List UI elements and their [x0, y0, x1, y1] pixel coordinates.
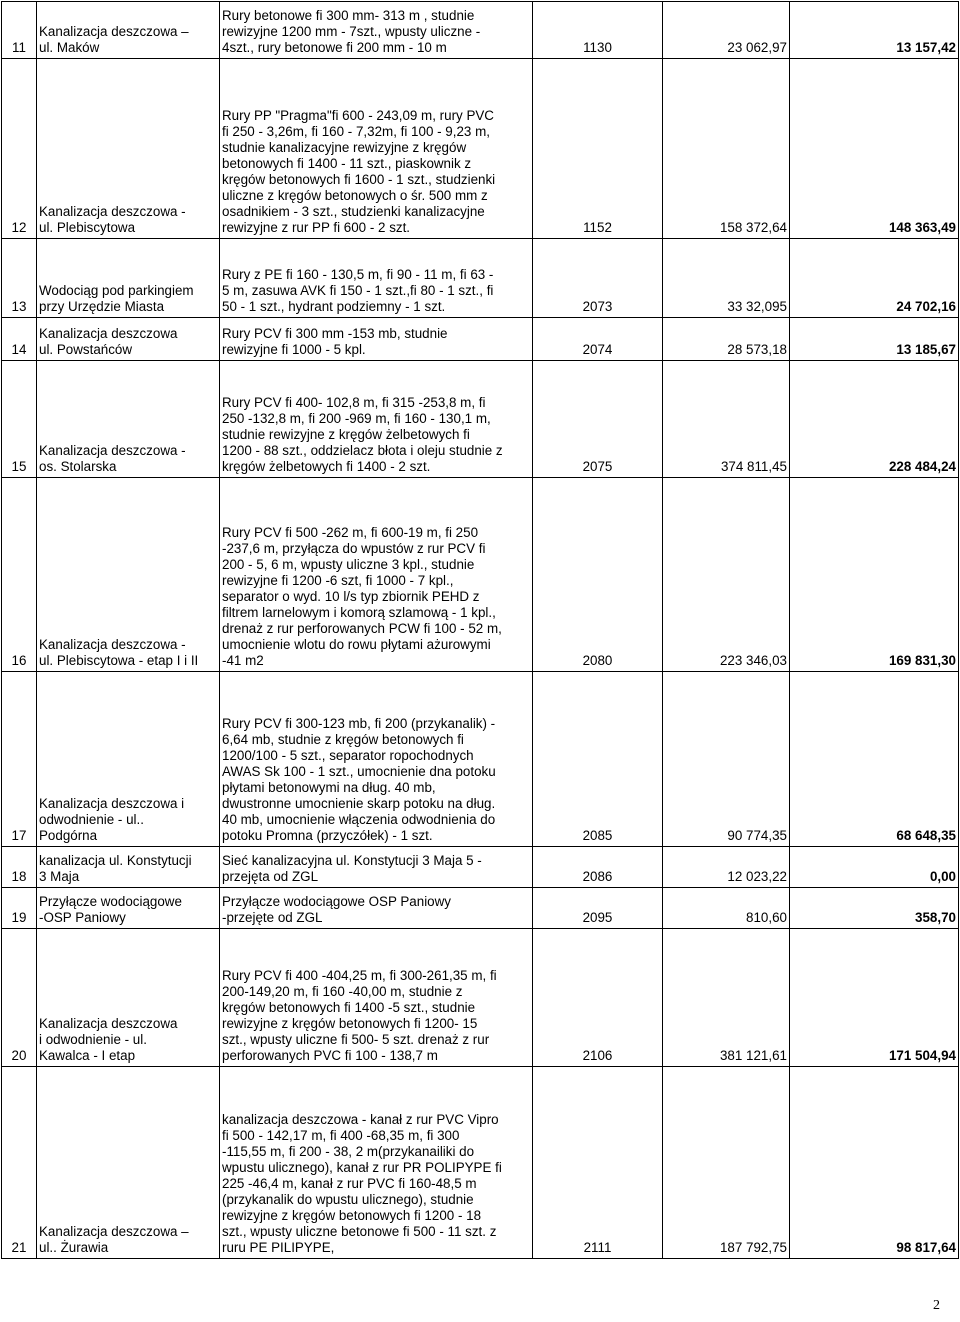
row-number: 21	[2, 1067, 37, 1259]
table-row	[2, 1067, 959, 1259]
inventory-number: 2074	[533, 318, 663, 361]
net-value: 13 157,42	[790, 2, 959, 59]
inventory-number: 1152	[533, 59, 663, 239]
asset-name: Kanalizacja deszczowa i odwodnienie - ul.. Podgórna	[37, 672, 220, 847]
asset-name: Kanalizacja deszczowa i odwodnienie - ul. Kawalca - I etap	[37, 929, 220, 1067]
net-value: 169 831,30	[790, 478, 959, 672]
asset-name: Kanalizacja deszczowa - ul. Plebiscytowa	[37, 59, 220, 239]
asset-description: Rury PCV fi 300-123 mb, fi 200 (przykanalik) - 6,64 mb, studnie z kręgów betonowych fi 1200/100 - 5 szt., separator ropochodnych AWAS Sk 100 - 1 szt., umocnienie dna potoku płytami betonowymi na dług. 40 mb, dwustronne umocnienie skarp potoku na dług. 40 mb, umocnienie włączenia odwodnienia do potoku Promna (przyczółek) - 1 szt.	[220, 672, 533, 847]
inventory-number: 2111	[533, 1067, 663, 1259]
table-row	[2, 672, 959, 847]
table-row	[2, 847, 959, 888]
asset-description: Rury PCV fi 500 -262 m, fi 600-19 m, fi 250 -237,6 m, przyłącza do wpustów z rur PCV fi 200 - 5, 6 m, wpusty uliczne 3 kpl., studnie rewizyjne fi 1200 -6 szt, fi 1000 - 7 kpl., separator o wyd. 10 l/s typ zbiornik PEHD z filtrem larnelowym i komorą szlamową - 1 kpl., drenaż z rur perforowanych PCW fi 100 - 52 m, umocnienie wlotu do rowu płytami ażurowymi -41 m2	[220, 478, 533, 672]
row-number: 13	[2, 239, 37, 318]
page-number: 2	[933, 1298, 940, 1313]
inventory-number: 2080	[533, 478, 663, 672]
initial-value: 158 372,64	[663, 59, 790, 239]
initial-value: 223 346,03	[663, 478, 790, 672]
table-row	[2, 888, 959, 929]
asset-description: Rury PCV fi 400- 102,8 m, fi 315 -253,8 m, fi 250 -132,8 m, fi 200 -969 m, fi 160 - 130,1 m, studnie rewizyjne z kręgów żelbetowych fi 1200 - 88 szt., oddzielacz błota i oleju studnie z kręgów żelbetowych fi 1400 - 2 szt.	[220, 361, 533, 478]
row-number: 15	[2, 361, 37, 478]
asset-description: Rury PCV fi 300 mm -153 mb, studnie rewizyjne fi 1000 - 5 kpl.	[220, 318, 533, 361]
initial-value: 90 774,35	[663, 672, 790, 847]
row-number: 12	[2, 59, 37, 239]
net-value: 24 702,16	[790, 239, 959, 318]
inventory-number: 1130	[533, 2, 663, 59]
row-number: 19	[2, 888, 37, 929]
row-number: 20	[2, 929, 37, 1067]
inventory-number: 2085	[533, 672, 663, 847]
asset-description: Rury betonowe fi 300 mm- 313 m , studnie rewizyjne 1200 mm - 7szt., wpusty uliczne - 4szt., rury betonowe fi 200 mm - 10 m	[220, 2, 533, 59]
asset-description: Sieć kanalizacyjna ul. Konstytucji 3 Maja 5 - przejęta od ZGL	[220, 847, 533, 888]
initial-value: 374 811,45	[663, 361, 790, 478]
table-row	[2, 59, 959, 239]
initial-value: 28 573,18	[663, 318, 790, 361]
asset-name: Przyłącze wodociągowe -OSP Paniowy	[37, 888, 220, 929]
net-value: 358,70	[790, 888, 959, 929]
table-row	[2, 478, 959, 672]
row-number: 11	[2, 2, 37, 59]
table-row	[2, 929, 959, 1067]
net-value: 171 504,94	[790, 929, 959, 1067]
table-row	[2, 2, 959, 59]
asset-description: kanalizacja deszczowa - kanał z rur PVC Vipro fi 500 - 142,17 m, fi 400 -68,35 m, fi 300 -115,55 m, fi 200 - 38, 2 m(przykanailiki do wpustu ulicznego), kanał z rur PR POLIPYPE fi 225 -46,4 m, kanał z rur PVC fi 160-48,5 m (przykanalik do wpustu ulicznego), studnie rewizyjne z kręgów betonowych fi 1200 - 18 szt., wpusty uliczne betonowe fi 500 - 11 szt. z ruru PE PILIPYPE,	[220, 1067, 533, 1259]
initial-value: 810,60	[663, 888, 790, 929]
asset-name: Kanalizacja deszczowa – ul.. Żurawia	[37, 1067, 220, 1259]
asset-name: Kanalizacja deszczowa ul. Powstańców	[37, 318, 220, 361]
asset-name: Kanalizacja deszczowa - ul. Plebiscytowa - etap I i II	[37, 478, 220, 672]
inventory-number: 2095	[533, 888, 663, 929]
table-row	[2, 318, 959, 361]
row-number: 14	[2, 318, 37, 361]
asset-description: Rury PCV fi 400 -404,25 m, fi 300-261,35 m, fi 200-149,20 m, fi 160 -40,00 m, studnie z kręgów betonowych fi 1400 -5 szt., studnie rewizyjne z kręgów betonowych fi 1200- 15 szt., wpusty uliczne fi 500- 5 szt. drenaż z rur perforowanych PVC fi 100 - 138,7 m	[220, 929, 533, 1067]
inventory-number: 2075	[533, 361, 663, 478]
asset-table	[1, 1, 959, 1259]
asset-description: Rury PP "Pragma"fi 600 - 243,09 m, rury PVC fi 250 - 3,26m, fi 160 - 7,32m, fi 100 - 9,23 m, studnie kanalizacyjne rewizyjne z kręgów betonowych fi 1400 - 11 szt., piaskownik z kręgów betonowych fi 1600 - 1 szt., studzienki uliczne z kręgów betonowych o śr. 500 mm z osadnikiem - 3 szt., studzienki kanalizacyjne rewizyjne z rur PP fi 600 - 2 szt.	[220, 59, 533, 239]
initial-value: 12 023,22	[663, 847, 790, 888]
inventory-number: 2106	[533, 929, 663, 1067]
inventory-number: 2073	[533, 239, 663, 318]
row-number: 17	[2, 672, 37, 847]
asset-name: kanalizacja ul. Konstytucji 3 Maja	[37, 847, 220, 888]
initial-value: 33 32,095	[663, 239, 790, 318]
asset-name: Kanalizacja deszczowa - os. Stolarska	[37, 361, 220, 478]
initial-value: 23 062,97	[663, 2, 790, 59]
inventory-number: 2086	[533, 847, 663, 888]
net-value: 98 817,64	[790, 1067, 959, 1259]
initial-value: 381 121,61	[663, 929, 790, 1067]
net-value: 228 484,24	[790, 361, 959, 478]
row-number: 16	[2, 478, 37, 672]
row-number: 18	[2, 847, 37, 888]
asset-name: Kanalizacja deszczowa – ul. Maków	[37, 2, 220, 59]
asset-description: Przyłącze wodociągowe OSP Paniowy -przejęte od ZGL	[220, 888, 533, 929]
asset-description: Rury z PE fi 160 - 130,5 m, fi 90 - 11 m, fi 63 - 5 m, zasuwa AVK fi 150 - 1 szt.,fi 80 - 1 szt., fi 50 - 1 szt., hydrant podziemny - 1 szt.	[220, 239, 533, 318]
net-value: 13 185,67	[790, 318, 959, 361]
net-value: 0,00	[790, 847, 959, 888]
table-row	[2, 361, 959, 478]
table-row	[2, 239, 959, 318]
initial-value: 187 792,75	[663, 1067, 790, 1259]
net-value: 148 363,49	[790, 59, 959, 239]
asset-name: Wodociąg pod parkingiem przy Urzędzie Miasta	[37, 239, 220, 318]
net-value: 68 648,35	[790, 672, 959, 847]
